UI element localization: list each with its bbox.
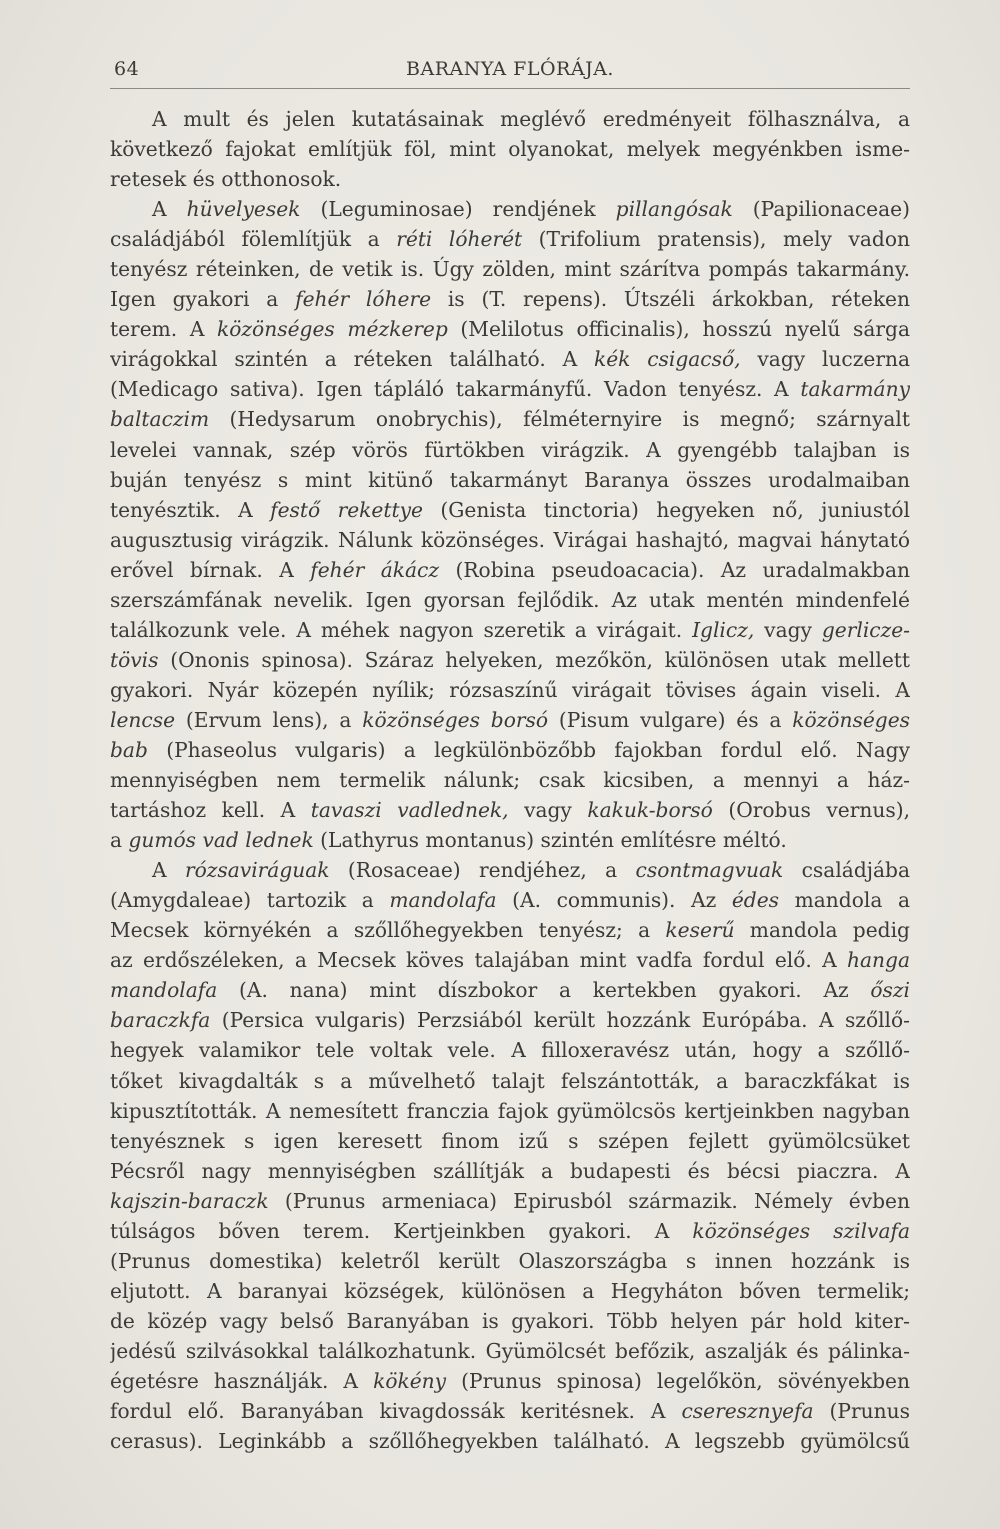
italic-term: keserű bbox=[665, 918, 735, 943]
text-run: terem. A bbox=[110, 317, 218, 342]
text-run: (Robina pseudoacacia). Az uradalmakban bbox=[439, 557, 910, 582]
italic-term: lencse bbox=[110, 707, 176, 732]
text-run: A mult és jelen kutatásainak meglévő eredményeit fölhasználva, a bbox=[152, 107, 910, 131]
italic-term: gerlicze- bbox=[821, 617, 910, 642]
italic-term: kakuk-borsó bbox=[587, 798, 713, 823]
text-line bbox=[110, 1156, 910, 1186]
text-run: (Phaseolus vulgaris) a legkülönbözőbb fajokban fordul elő. Nagy bbox=[147, 737, 910, 762]
italic-term: közönséges bbox=[792, 707, 910, 732]
text-line bbox=[110, 525, 910, 555]
text-run: mandola pedig bbox=[734, 918, 910, 943]
italic-term: rózsaviráguak bbox=[184, 858, 330, 883]
text-line bbox=[110, 645, 910, 675]
text-run: (Persica vulgaris) Perzsiából került hozzánk Európába. A szőllő- bbox=[210, 1008, 910, 1033]
text-line bbox=[110, 1426, 910, 1456]
text-run: (A. nana) mint díszbokor a kertekben gyakori. Az bbox=[217, 978, 871, 1003]
text-run: a bbox=[110, 828, 129, 853]
text-line bbox=[110, 675, 910, 705]
text-run: (Genista tinctoria) hegyeken nő, juniustól bbox=[422, 497, 910, 522]
text-line bbox=[110, 1186, 910, 1216]
text-run: az erdőszéleken, a Mecsek köves talajában mint vadfa fordul elő. A bbox=[110, 948, 847, 973]
text-line bbox=[110, 435, 910, 465]
text-line bbox=[110, 254, 910, 284]
text-run: augusztusig virágzik. Nálunk közönséges. Virágai hashajtó, magvai hánytató bbox=[110, 527, 910, 552]
text-line bbox=[110, 855, 910, 885]
italic-term: édes bbox=[731, 888, 780, 913]
text-run: is (T. repens). Útszéli árkokban, réteken bbox=[431, 287, 910, 312]
italic-term: baltaczim bbox=[110, 407, 210, 432]
text-line bbox=[110, 1396, 910, 1426]
italic-term: cseresznyefa bbox=[681, 1399, 814, 1424]
italic-term: közönséges mézkerep bbox=[217, 317, 448, 342]
text-run: fordul elő. Baranyában kivagdossák keritésnek. A bbox=[110, 1399, 682, 1424]
text-line bbox=[110, 1336, 910, 1366]
text-line bbox=[110, 344, 910, 374]
text-run: szerszámfának nevelik. Igen gyorsan fejlődik. Az utak mentén mindenfelé bbox=[110, 587, 910, 612]
text-line bbox=[110, 1246, 910, 1276]
text-line bbox=[110, 585, 910, 615]
text-line bbox=[110, 615, 910, 645]
text-run: hegyek valamikor tele voltak vele. A filloxeravész után, hogy a szőllő- bbox=[110, 1038, 910, 1063]
italic-term: baraczkfa bbox=[110, 1008, 211, 1033]
text-run: cerasus). Leginkább a szőllőhegyekben található. A legszebb gyümölcsű bbox=[110, 1429, 910, 1454]
text-run: gyakori. Nyár közepén nyílik; rózsaszínű virágait tövises ágain viseli. A bbox=[110, 677, 910, 702]
italic-term: réti lóherét bbox=[396, 227, 523, 252]
page-header bbox=[110, 58, 910, 88]
text-line bbox=[110, 1306, 910, 1336]
text-line bbox=[110, 314, 910, 344]
text-line bbox=[110, 495, 910, 525]
italic-term: gumós vad lednek bbox=[128, 828, 314, 853]
text-run: tőket kivagdalták s a művelhető talajt felszántották, a baraczkfákat is bbox=[110, 1068, 910, 1093]
text-line bbox=[110, 1005, 910, 1035]
text-run: tartáshoz kell. A bbox=[110, 798, 311, 823]
italic-term: fehér lóhere bbox=[295, 287, 432, 312]
text-run: Mecsek környékén a szőllőhegyekben tenyész; a bbox=[110, 918, 666, 943]
italic-term: kökény bbox=[373, 1368, 447, 1393]
text-line bbox=[110, 795, 910, 825]
text-line bbox=[110, 1066, 910, 1096]
text-run: A bbox=[152, 858, 185, 883]
text-line bbox=[110, 555, 910, 585]
body-text bbox=[110, 104, 910, 1456]
text-line bbox=[110, 374, 910, 404]
page-number: 64 bbox=[114, 58, 140, 80]
italic-term: közönséges szilvafa bbox=[692, 1218, 910, 1243]
italic-term: hanga bbox=[847, 948, 910, 973]
italic-term: pillangósak bbox=[615, 197, 733, 222]
text-run: (Medicago sativa). Igen tápláló takarmányfű. Vadon tenyész. A bbox=[110, 377, 801, 402]
text-run: vagy luczerna bbox=[740, 347, 910, 372]
text-line bbox=[110, 765, 910, 795]
italic-term: mandolafa bbox=[389, 888, 497, 913]
text-run: tenyész réteinken, de vetik is. Úgy zölden, mint szárítva pompás takarmány. bbox=[110, 257, 910, 282]
italic-term: kék csigacső, bbox=[593, 347, 741, 372]
text-run: buján tenyész s mint kitünő takarmányt Baranya összes urodalmaiban bbox=[110, 467, 910, 492]
text-line bbox=[110, 825, 910, 855]
text-line bbox=[110, 164, 910, 194]
italic-term: őszi bbox=[870, 978, 910, 1003]
text-line bbox=[110, 1216, 910, 1246]
text-run: vagy bbox=[754, 617, 822, 642]
text-run: családjából fölemlítjük a bbox=[110, 227, 397, 252]
text-run: (Trifolium pratensis), mely vadon bbox=[522, 227, 910, 252]
italic-term: kajszin-baraczk bbox=[110, 1188, 269, 1213]
text-run: túlságos bőven terem. Kertjeinkben gyakori. A bbox=[110, 1218, 693, 1243]
italic-term: mandolafa bbox=[110, 978, 218, 1003]
italic-term: hüvelyesek bbox=[186, 197, 301, 222]
text-run: (Rosaceae) rendjéhez, a bbox=[329, 858, 636, 883]
text-line bbox=[110, 705, 910, 735]
text-line bbox=[110, 1366, 910, 1396]
text-run: (Prunus domestika) keletről került Olaszországba s innen hozzánk is bbox=[110, 1248, 910, 1273]
text-run: mandola a bbox=[779, 888, 910, 913]
text-run: vagy bbox=[508, 798, 588, 823]
text-run: (Ononis spinosa). Száraz helyeken, mezőkön, különösen utak mellett bbox=[158, 647, 910, 672]
text-line bbox=[110, 975, 910, 1005]
italic-term: Iglicz, bbox=[692, 617, 755, 642]
text-line bbox=[110, 1276, 910, 1306]
text-line bbox=[110, 945, 910, 975]
text-run: retesek és otthonosok. bbox=[110, 167, 342, 192]
text-run: (Lathyrus montanus) szintén említésre méltó. bbox=[313, 828, 787, 853]
italic-term: bab bbox=[110, 737, 148, 762]
text-run: (Prunus spinosa) legelőkön, sövényekben bbox=[446, 1368, 910, 1393]
text-line bbox=[110, 284, 910, 314]
text-line bbox=[110, 224, 910, 254]
text-run: égetésre használják. A bbox=[110, 1368, 374, 1393]
text-run: (A. communis). Az bbox=[496, 888, 732, 913]
text-line bbox=[110, 885, 910, 915]
italic-term: takarmány bbox=[800, 377, 910, 402]
italic-term: tövis bbox=[110, 647, 159, 672]
italic-term: fehér ákácz bbox=[310, 557, 439, 582]
text-run: tenyésztik. A bbox=[110, 497, 271, 522]
text-line bbox=[110, 404, 910, 434]
text-line bbox=[110, 104, 910, 134]
text-run: (Hedysarum onobrychis), félméternyire is megnő; szárnyalt bbox=[209, 407, 910, 432]
text-run: tenyésznek s igen keresett finom izű s szépen fejlett gyümölcsüket bbox=[110, 1128, 910, 1153]
text-run: levelei vannak, szép vörös fürtökben virágzik. A gyengébb talajban is bbox=[110, 437, 910, 462]
text-run: erővel bírnak. A bbox=[110, 557, 311, 582]
text-line bbox=[110, 1096, 910, 1126]
text-run: találkozunk vele. A méhek nagyon szeretik a virágait. bbox=[110, 617, 693, 642]
text-run: (Melilotus officinalis), hosszú nyelű sárga bbox=[447, 317, 910, 342]
text-line bbox=[110, 465, 910, 495]
text-run: Pécsről nagy mennyiségben szállítják a budapesti és bécsi piaczra. A bbox=[110, 1158, 910, 1183]
italic-term: csontmagvuak bbox=[635, 858, 784, 883]
text-run: (Prunus armeniaca) Epirusból származik. Némely évben bbox=[268, 1188, 910, 1213]
text-line bbox=[110, 1035, 910, 1065]
text-run: virágokkal szintén a réteken található. A bbox=[110, 347, 594, 372]
text-line bbox=[110, 1126, 910, 1156]
text-run: de közép vagy belső Baranyában is gyakori. Több helyen pár hold kiter- bbox=[110, 1308, 910, 1333]
header-rule bbox=[110, 88, 910, 89]
text-run: (Orobus vernus), bbox=[712, 798, 910, 823]
text-line bbox=[110, 735, 910, 765]
text-line bbox=[110, 134, 910, 164]
text-run: A bbox=[152, 197, 187, 222]
text-run: (Prunus bbox=[813, 1399, 910, 1424]
text-run: eljutott. A baranyai községek, különösen a Hegyháton bőven termelik; bbox=[110, 1278, 910, 1303]
text-run: következő fajokat említjük föl, mint olyanokat, melyek megyénkben isme- bbox=[110, 137, 910, 162]
running-title: BARANYA FLÓRÁJA. bbox=[406, 58, 614, 80]
italic-term: festő rekettye bbox=[270, 497, 423, 522]
text-run: kipusztították. A nemesített franczia fajok gyümölcsös kertjeinkben nagyban bbox=[110, 1098, 910, 1123]
text-run: mennyiségben nem termelik nálunk; csak kicsiben, a mennyi a ház- bbox=[110, 768, 910, 793]
italic-term: tavaszi vadlednek, bbox=[310, 798, 509, 823]
text-run: (Papilionaceae) bbox=[732, 197, 910, 222]
text-run: jedésű szilvásokkal találkozhatunk. Gyümölcsét befőzik, aszalják és pálinka- bbox=[110, 1338, 910, 1363]
text-run: (Amygdaleae) tartozik a bbox=[110, 888, 390, 913]
text-line bbox=[110, 194, 910, 224]
text-run: Igen gyakori a bbox=[110, 287, 296, 312]
text-run: (Leguminosae) rendjének bbox=[300, 197, 616, 222]
text-line bbox=[110, 915, 910, 945]
italic-term: közönséges borsó bbox=[362, 707, 549, 732]
text-run: családjába bbox=[783, 858, 910, 883]
text-run: (Pisum vulgare) és a bbox=[548, 707, 793, 732]
text-run: (Ervum lens), a bbox=[175, 707, 363, 732]
